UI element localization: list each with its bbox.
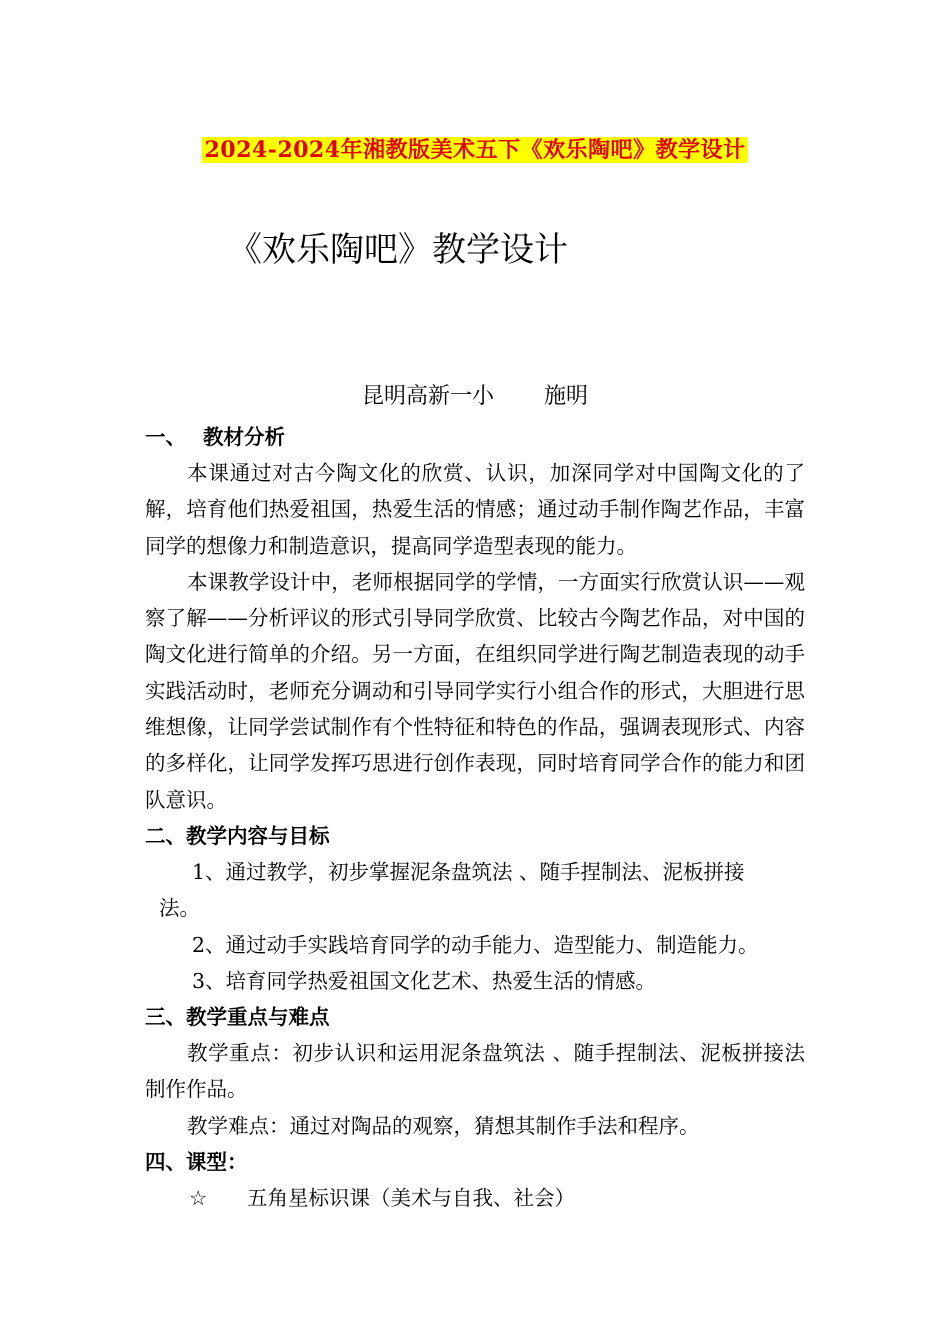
author-school: 昆明高新一小 <box>361 384 494 409</box>
paragraph: 本课教学设计中，老师根据同学的学情，一方面实行欣赏认识——观察了解——分析评议的形式引导同学欣赏、比较古今陶艺作品，对中国的陶文化进行简单的介绍。另一方面，在组织同学进行陶艺制造表现的动手实践活动时，老师充分调动和引导同学实行小组合作的形式，大胆进行思维想像，让同学尝试制作有个性特征和特色的作品，强调表现形式、内容的多样化，让同学发挥巧思进行创作表现，同时培育同学合作的能力和团队意识。 <box>145 569 805 812</box>
list-item-continuation: 法。 <box>159 896 200 921</box>
star-icon: ☆ <box>189 1186 208 1211</box>
document-body <box>145 419 805 1216</box>
course-type: 五角星标识课（美术与自我、社会） <box>247 1186 575 1211</box>
list-item: 3、培育同学热爱祖国文化艺术、热爱生活的情感。 <box>192 968 657 993</box>
author-line <box>0 381 950 413</box>
section-number: 一、 <box>145 425 186 449</box>
page-title: 《欢乐陶吧》教学设计 <box>228 230 568 270</box>
paragraph: 教学难点：通过对陶品的观察，猜想其制作手法和程序。 <box>187 1113 700 1138</box>
section-heading-1 <box>145 419 805 455</box>
section-heading-4: 四、课型： <box>145 1150 248 1175</box>
course-type-line <box>145 1180 805 1216</box>
list-item: 1、通过教学，初步掌握泥条盘筑法 、随手捏制法、泥板拼接 <box>192 859 745 884</box>
list-item: 2、通过动手实践培育同学的动手能力、造型能力、制造能力。 <box>192 932 759 957</box>
author-name: 施明 <box>544 384 589 409</box>
banner-title: 2024-2024年湘教版美术五下《欢乐陶吧》教学设计 <box>204 137 746 163</box>
paragraph: 本课通过对古今陶文化的欣赏、认识，加深同学对中国陶文化的了解，培育他们热爱祖国，热爱生活的情感；通过动手制作陶艺作品，丰富同学的想像力和制造意识，提高同学造型表现的能力。 <box>145 461 805 558</box>
document-banner <box>0 135 950 165</box>
paragraph: 教学重点：初步认识和运用泥条盘筑法 、随手捏制法、泥板拼接法制作作品。 <box>145 1041 805 1102</box>
section-heading-3: 三、教学重点与难点 <box>145 1005 330 1030</box>
section-title: 教材分析 <box>203 425 285 449</box>
section-heading-2: 二、教学内容与目标 <box>145 823 330 848</box>
